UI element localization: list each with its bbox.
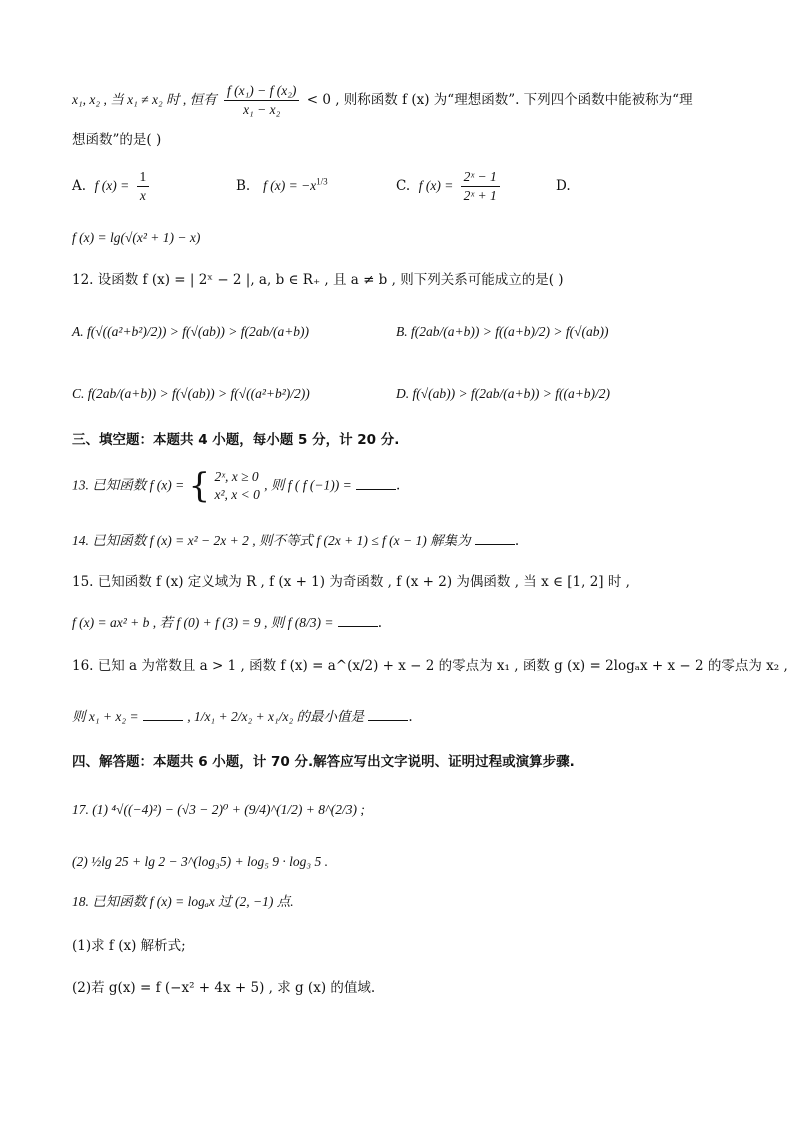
q18-part1: (1)求 f (x) 解析式; [72, 938, 186, 954]
q15-answer-blank[interactable] [338, 612, 378, 627]
q11-option-c-expr: f (x) = [418, 178, 454, 193]
q11-option-a-den: x [139, 188, 146, 203]
q18-stem: 18. 已知函数 f (x) = logₐx 过 (2, −1) 点. [72, 894, 294, 909]
q14: 14. 已知函数 f (x) = x² − 2x + 2 , 则不等式 f (2x + 1) ≤ f (x − 1) 解集为 . [72, 530, 519, 551]
q11-option-c-frac [461, 168, 500, 205]
q11-fraction [224, 82, 299, 119]
q11-option-a-frac [137, 168, 150, 205]
q11-line1 [72, 82, 693, 119]
q11-option-a-label: A. [72, 178, 87, 194]
q13-brace-icon: { [188, 466, 211, 506]
q11-option-c[interactable] [396, 168, 503, 205]
q11-option-b[interactable] [236, 176, 328, 196]
q12-stem: 12. 设函数 f (x) = | 2ˣ − 2 |, a, b ∈ R₊ , 且 a ≠ b , 则下列关系可能成立的是( ) [72, 272, 564, 288]
q16-answer-blank-2[interactable] [368, 706, 408, 721]
q12-option-a[interactable]: A. f(√((a²+b²)/2)) > f(√(ab)) > f(2ab/(a+b)) [72, 324, 310, 339]
q11-option-b-exp: 1/3 [316, 176, 328, 187]
q13-post: , 则 f ( f (−1)) = [264, 477, 352, 493]
q11-option-a[interactable] [72, 168, 152, 205]
section-3-heading: 三、填空题：本题共 4 小题，每小题 5 分，计 20 分. [72, 432, 400, 448]
q11-option-b-expr: f (x) = −x [263, 178, 317, 193]
q11-option-d-label[interactable]: D. [556, 178, 571, 194]
q16-answer-blank-1[interactable] [143, 706, 183, 721]
q14-text: 14. 已知函数 f (x) = x² − 2x + 2 , 则不等式 f (2x + 1) ≤ f (x − 1) 解集为 [72, 533, 471, 548]
q16-line1: 16. 已知 a 为常数且 a > 1 , 函数 f (x) = a^(x/2) + x − 2 的零点为 x₁ , 函数 g (x) = 2logₐx + x − 2 的零点为 x₂ , [72, 658, 788, 674]
q16-line2: 则 x₁ + x₂ = , 1/x₁ + 2/x₂ + x₁/x₂ 的最小值是 . [72, 706, 413, 727]
q17-part2: (2) ½lg 25 + lg 2 − 3^(log₃5) + log₅ 9 · log₃ 5 . [72, 854, 328, 869]
q11-frac-den: x₁ − x₂ [243, 102, 281, 117]
q11-option-b-label: B. [236, 178, 251, 194]
q11-option-c-label: C. [396, 178, 411, 194]
q18-part2: (2)若 g(x) = f (−x² + 4x + 5) , 求 g (x) 的值域. [72, 980, 376, 996]
q11-option-d[interactable]: f (x) = lg(√(x² + 1) − x) [72, 230, 201, 245]
q11-option-c-num: 2ˣ − 1 [461, 168, 500, 187]
q11-line1-b: < 0 , 则称函数 f (x) 为“理想函数”. 下列四个函数中能被称为“理 [306, 92, 693, 108]
q11-frac-num: f (x₁) − f (x₂) [224, 82, 299, 101]
q13: 13. 已知函数 f (x) = { 2ˣ, x ≥ 0 x², x < 0 , 则 f ( f (−1)) = . [72, 466, 401, 506]
q13-case2: x², x < 0 [214, 487, 260, 502]
q16-line2-a: 则 x₁ + x₂ = [72, 709, 139, 724]
q11-option-a-expr: f (x) = [94, 178, 130, 193]
q15-line2: f (x) = ax² + b , 若 f (0) + f (3) = 9 , 则 f (8/3) = . [72, 612, 382, 633]
q13-case1: 2ˣ, x ≥ 0 [214, 469, 259, 484]
q14-answer-blank[interactable] [475, 530, 515, 545]
q15-line2-text: f (x) = ax² + b , 若 f (0) + f (3) = 9 , 则 f (8/3) = [72, 615, 334, 630]
q11-line2: 想函数”的是( ) [72, 132, 162, 148]
q12-option-b[interactable]: B. f(2ab/(a+b)) > f((a+b)/2) > f(√(ab)) [396, 324, 609, 339]
q12-option-c[interactable]: C. f(2ab/(a+b)) > f(√(ab)) > f(√((a²+b²)/2)) [72, 386, 310, 401]
q13-pre: 13. 已知函数 f (x) = [72, 477, 185, 493]
q17-part1: 17. (1) ⁴√((−4)²) − (√3 − 2)⁰ + (9/4)^(1/2) + 8^(2/3) ; [72, 802, 365, 817]
q12-option-d[interactable]: D. f(√(ab)) > f(2ab/(a+b)) > f((a+b)/2) [396, 386, 611, 401]
q11-option-a-num: 1 [137, 168, 150, 187]
q13-answer-blank[interactable] [356, 475, 396, 490]
q11-option-c-den: 2ˣ + 1 [463, 188, 497, 203]
q16-line2-b: , 1/x₁ + 2/x₂ + x₁/x₂ 的最小值是 [187, 709, 365, 724]
q13-cases [214, 468, 259, 504]
section-4-heading: 四、解答题：本题共 6 小题，计 70 分.解答应写出文字说明、证明过程或演算步骤. [72, 754, 575, 770]
q11-line1-a: x₁, x₂ , 当 x₁ ≠ x₂ 时 , 恒有 [72, 92, 217, 107]
q15-line1: 15. 已知函数 f (x) 定义域为 R , f (x + 1) 为奇函数 , f (x + 2) 为偶函数 , 当 x ∈ [1, 2] 时 , [72, 574, 630, 590]
